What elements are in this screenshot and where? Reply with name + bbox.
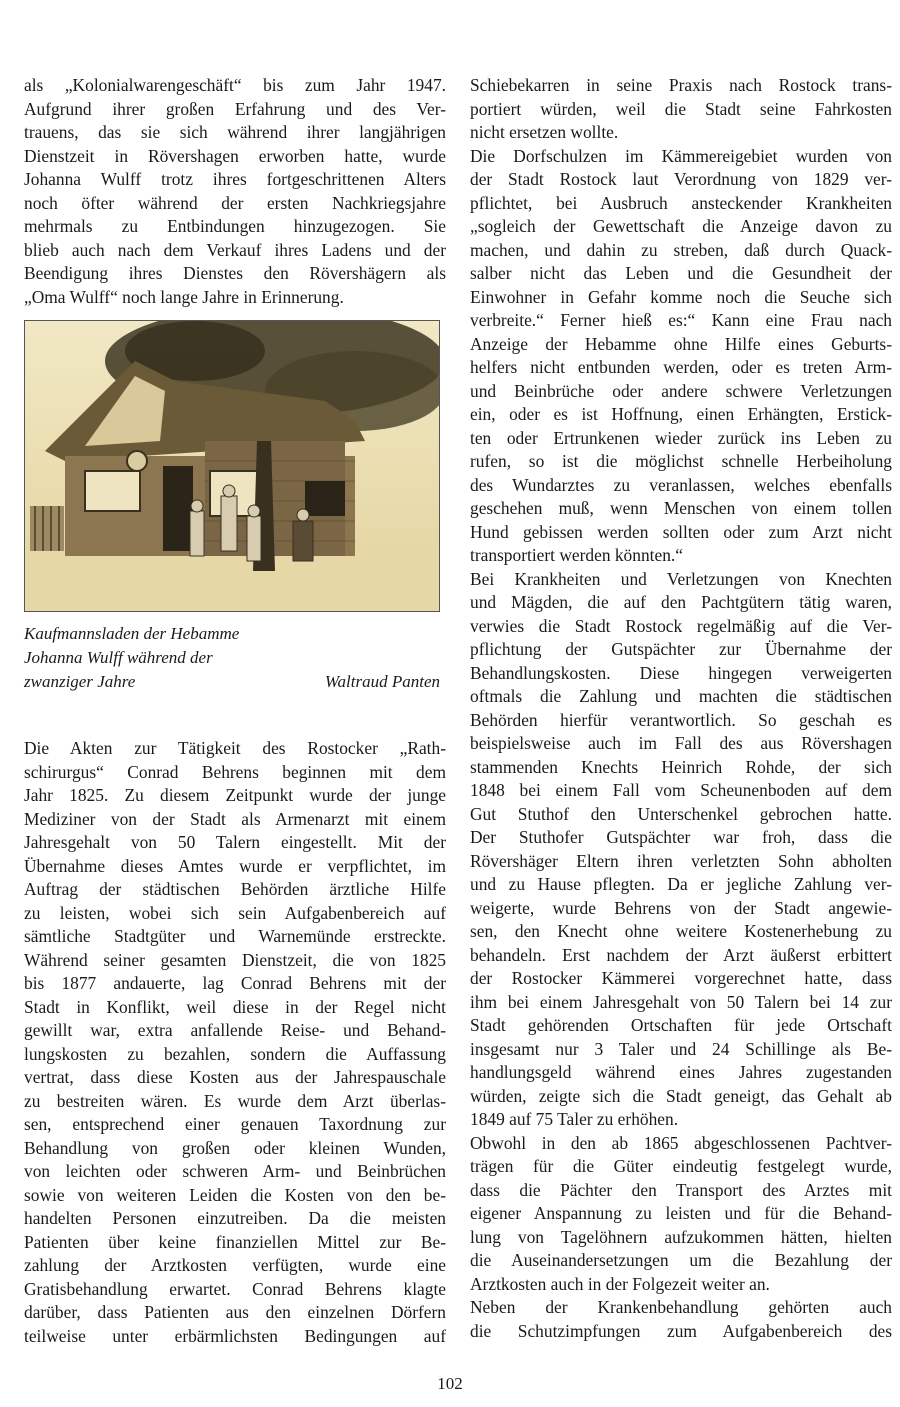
text-line: handelten Personen einzutreiben. Da die meisten [24, 1208, 446, 1228]
left-column-top [24, 74, 446, 309]
text-line: blieb auch nach dem Verkauf ihres Ladens und der [24, 239, 446, 260]
text-line: Rövershäger Eltern ihren verletzten Sohn abholten [470, 850, 892, 871]
text-line: dass die Pächter den Transport des Arztes mit [470, 1179, 892, 1200]
text-line: Behandlung von großen oder kleinen Wunden, [24, 1137, 446, 1158]
text-line: Bei Krankheiten und Verletzungen von Knechten [470, 568, 892, 589]
text-line: weigerte, wurde Behrens von der Stadt angewie- [470, 897, 892, 918]
text-line: verbreite.“ Ferner hieß es:“ Kann eine Frau nach [470, 310, 892, 330]
text-line: insgesamt nur 3 Taler und 24 Schillinge als Be- [470, 1038, 892, 1059]
text-line: Dienstzeit in Rövershagen erworben hatte, wurde [24, 145, 446, 166]
text-line: Der Stuthofer Gutspächter war froh, dass die [470, 827, 892, 847]
text-line: als „Kolonialwarengeschäft“ bis zum Jahr 1947. [24, 75, 446, 95]
text-line: trauens, das sie sich während ihrer langjährigen [24, 122, 446, 142]
text-line: sowie von weiteren Leiden die Kosten von den be- [24, 1184, 446, 1205]
text-line: Stadt in Konflikt, weil diese in der Regel nicht [24, 996, 446, 1017]
text-line: Arztkosten auch in der Folgezeit weiter an. [470, 1273, 770, 1294]
text-line: darüber, dass Patienten aus den einzelnen Dörfern [24, 1302, 446, 1322]
text-line: Neben der Krankenbehandlung gehörten auch [470, 1297, 892, 1317]
text-line: Johanna Wulff trotz ihres fortgeschrittenen Alters [24, 169, 446, 189]
text-line: Behörden hierfür verantwortlich. So geschah es [470, 709, 892, 730]
text-line: zahlung der Arztkosten verfügten, wurde eine [24, 1255, 446, 1275]
text-line: bis 1877 andauerte, lag Conrad Behrens mit der [24, 973, 446, 993]
text-line: Einwohner in Gefahr komme noch die Seuche sich [470, 286, 892, 307]
text-line: des Wundarztes zu veranlassen, welches ebenfalls [470, 474, 892, 495]
text-line: verwies die Stadt Rostock regelmäßig auf die Ver- [470, 615, 892, 636]
text-line: zu leisten, wobei sich sein Aufgabenbereich auf [24, 902, 446, 923]
text-line: 1849 auf 75 Taler zu erhöhen. [470, 1109, 679, 1129]
text-line: noch öfter während der ersten Nachkriegsjahre [24, 192, 446, 213]
text-line: pflichtet, bei Ausbruch ansteckender Krankheiten [470, 192, 892, 213]
text-line: machen, und dahin zu streben, daß durch Quack- [470, 239, 892, 260]
text-line: Die Dorfschulzen im Kämmereigebiet wurden von [470, 145, 892, 166]
text-line: Jahresgehalt von 50 Talern eingestellt. Mit der [24, 832, 446, 852]
photo-credit: Waltraud Panten [324, 672, 440, 691]
text-line: nicht ersetzen wollte. [470, 122, 619, 142]
text-line: „sogleich der Gewettschaft die Anzeige davon zu [470, 216, 892, 236]
text-line: Auftrag der städtischen Behörden ärztliche Hilfe [24, 879, 446, 899]
text-line: Die Akten zur Tätigkeit des Rostocker „Rath- [24, 738, 446, 758]
text-line: beispielsweise auch im Fall des aus Rövershagen [470, 733, 892, 753]
text-line: ihm bei einem Jahresgehalt von 50 Talern bei 14 zur [470, 991, 892, 1012]
text-line: eigener Anspannung zu leisten und für die Behand- [470, 1203, 892, 1223]
caption-line: Kaufmannsladen der Hebamme [24, 624, 240, 643]
text-line: lung von Tagelöhnern aufzukommen hätten, hielten [470, 1226, 892, 1247]
text-line: transportiert werden könnten.“ [470, 545, 683, 565]
text-line: trägen für die Güter eindeutig festgelegt wurde, [470, 1156, 892, 1176]
text-line: und Beinbrüche oder andere schwere Verletzungen [470, 380, 892, 401]
text-line: Übernahme dieses Amtes wurde er verpflichtet, im [24, 855, 446, 876]
text-line: Während seiner gesamten Dienstzeit, die von 1825 [24, 949, 446, 970]
photo-shop-building [24, 320, 440, 612]
page-number: 102 [437, 1374, 463, 1393]
caption-line: zwanziger Jahre [24, 672, 136, 691]
text-line: vertrat, dass diese Kosten aus der Jahrespauschale [24, 1067, 446, 1087]
text-line: stammenden Knechts Heinrich Rohde, der sich [470, 756, 892, 777]
text-line: lungskosten zu bezahlen, sondern die Auffassung [24, 1043, 446, 1064]
text-line: der Stadt Rostock laut Verordnung von 1829 ver- [470, 169, 892, 189]
text-line: pflichtung der Gutspächter zur Übernahme der [470, 639, 892, 659]
photo-caption [24, 622, 440, 694]
text-line: behandeln. Erst nachdem der Arzt äußerst erbittert [470, 944, 892, 965]
text-line: Patienten über keine finanziellen Mittel zur Be- [24, 1231, 446, 1252]
text-line: Mediziner von der Stadt als Armenarzt mit einem [24, 808, 446, 829]
photo-image [25, 321, 439, 611]
text-line: schirurgus“ Conrad Behrens beginnen mit dem [24, 761, 446, 782]
caption-line: Johanna Wulff während der [24, 648, 213, 667]
text-line: salber nicht das Leben und die Gesundheit der [470, 263, 892, 283]
text-line: Beendigung ihres Dienstes den Rövershägern als [24, 263, 446, 283]
text-line: sämtliche Stadtgüter und Warnemünde erstreckte. [24, 926, 446, 946]
text-line: würden, zeigte sich die Stadt geneigt, das Gehalt ab [470, 1085, 892, 1106]
text-line: und Mägden, die auf den Pachtgütern tätig waren, [470, 592, 892, 612]
text-line: 1848 bei einem Fall vom Scheunenboden auf dem [470, 780, 892, 800]
text-line: die Schutzimpfungen zum Aufgabenbereich des [470, 1320, 892, 1341]
text-line: Anzeige der Hebamme ohne Hilfe eines Geburts- [470, 333, 892, 354]
text-line: Gut Stuthof den Unterschenkel gebrochen hatte. [470, 803, 892, 824]
text-line: Hund gebissen werden sollten oder zum Arzt nicht [470, 521, 892, 542]
text-line: teilweise unter erbärmlichsten Bedingungen auf [24, 1325, 446, 1346]
text-line: ten oder Ertrunkenen wieder zurück ins Leben zu [470, 427, 892, 448]
text-line: Obwohl in den ab 1865 abgeschlossenen Pachtver- [470, 1132, 892, 1153]
text-line: Jahr 1825. Zu diesem Zeitpunkt wurde der junge [24, 785, 446, 805]
text-line: sen, entsprechend einer genauen Taxordnung zur [24, 1114, 446, 1134]
text-line: die Auseinandersetzungen um die Bezahlung der [470, 1250, 892, 1270]
text-line: mehrmals zu Entbindungen hinzugezogen. Sie [24, 216, 446, 236]
text-line: geschehen muß, wenn Menschen von einem tollen [470, 498, 892, 518]
text-line: rufen, so ist die möglichst schnelle Herbeiholung [470, 451, 892, 471]
text-line: der Rostocker Kämmerei vorgerechnet hatte, dass [470, 968, 892, 988]
text-line: und zu Hause pflegten. Da er jegliche Zahlung ver- [470, 874, 892, 894]
text-line: „Oma Wulff“ noch lange Jahre in Erinnerung. [24, 286, 344, 307]
text-line: Behandlungskosten. Diese hingegen verweigerten [470, 662, 892, 683]
right-column [470, 74, 892, 1343]
text-line: helfers nicht entbunden werden, oder es treten Arm- [470, 357, 892, 377]
text-line: Schiebekarren in seine Praxis nach Rostock trans- [470, 75, 892, 95]
text-line: oftmals die Zahlung und machten die städtischen [470, 686, 892, 706]
text-line: Stadt gehörenden Ortschaften für jede Ortschaft [470, 1015, 892, 1035]
text-line: sen, den Knecht ohne weitere Kostenerhebung zu [470, 921, 892, 941]
text-line: von leichten oder schweren Arm- und Beinbrüchen [24, 1161, 446, 1181]
text-line: ein, oder es ist Hoffnung, einen Erhängten, Erstick- [470, 404, 892, 424]
left-column-bottom [24, 737, 446, 1348]
text-line: Aufgrund ihrer großen Erfahrung und des Ver- [24, 98, 446, 119]
text-line: handlungsgeld während eines Jahres zugestanden [470, 1062, 892, 1082]
text-line: zu bestreiten wären. Es wurde dem Arzt überlas- [24, 1090, 446, 1111]
text-line: portiert würden, weil die Stadt seine Fahrkosten [470, 98, 892, 119]
text-line: gewillt war, extra anfallende Reise- und Behand- [24, 1020, 446, 1040]
text-line: Gratisbehandlung erwartet. Conrad Behrens klagte [24, 1278, 446, 1299]
